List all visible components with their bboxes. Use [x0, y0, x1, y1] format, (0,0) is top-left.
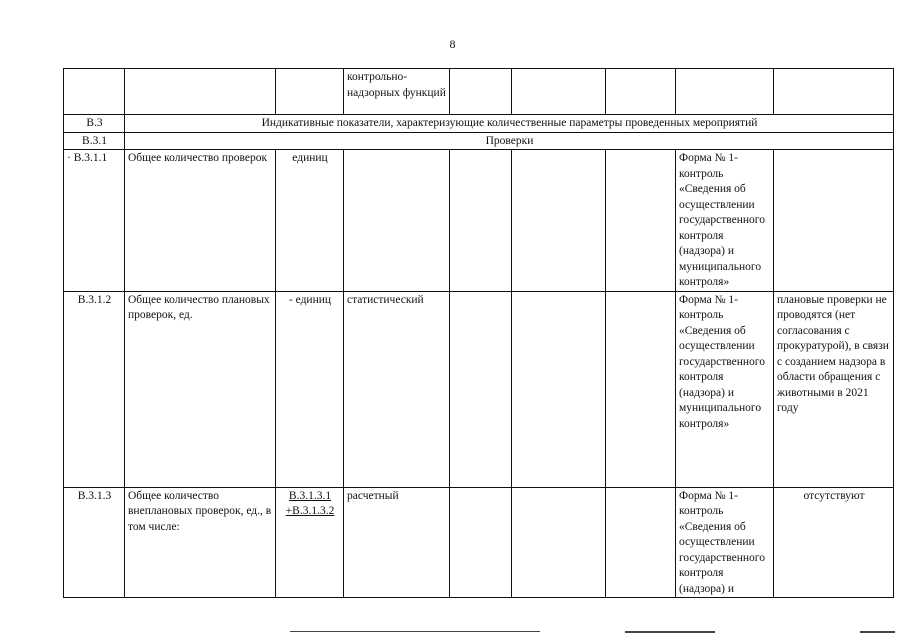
indicator-code: В.3.1.2 — [64, 291, 125, 487]
table-cell — [276, 69, 344, 115]
table-cell — [512, 150, 606, 292]
table-cell — [512, 487, 606, 598]
table-row — [64, 69, 894, 115]
indicator-name: Общее количество плановых проверок, ед. — [125, 291, 276, 487]
table-cell — [64, 69, 125, 115]
indicator-source: Форма № 1-контроль «Сведения об осуществлении государственного контроля (надзора) и муниципального контроля» — [676, 291, 774, 487]
table-cell — [606, 69, 676, 115]
indicator-unit: единиц — [276, 150, 344, 292]
indicator-source: Форма № 1-контроль «Сведения об осуществлении государственного контроля (надзора) и — [676, 487, 774, 598]
table-cell — [450, 150, 512, 292]
indicator-unit: - единиц — [276, 291, 344, 487]
table-cell — [344, 150, 450, 292]
scan-artifact-line — [860, 631, 895, 633]
table-cell — [606, 291, 676, 487]
table-cell — [774, 69, 894, 115]
subsection-row — [64, 132, 894, 150]
indicator-note: плановые проверки не проводятся (нет согласования с прокуратурой), в связи с созданием надзора в области обращения с животными в 2021 году — [774, 291, 894, 487]
indicator-code: · В.3.1.1 — [64, 150, 125, 292]
formula-part: В.3.1.3.1 — [288, 489, 332, 502]
section-title: Индикативные показатели, характеризующие количественные параметры проведенных мероприятий — [125, 115, 894, 133]
page-number: 8 — [449, 37, 456, 51]
indicator-name: Общее количество внеплановых проверок, ед., в том числе: — [125, 487, 276, 598]
table-row — [64, 291, 894, 487]
table-cell — [125, 69, 276, 115]
indicators-table — [63, 68, 894, 598]
table-cell — [606, 150, 676, 292]
section-code: В.3 — [64, 115, 125, 133]
table-cell — [450, 291, 512, 487]
scan-artifact-line — [290, 631, 540, 632]
indicator-formula — [276, 487, 344, 598]
indicator-note: отсутствуют — [774, 487, 894, 598]
table-cell — [512, 291, 606, 487]
table-cell — [606, 487, 676, 598]
table-cell — [450, 69, 512, 115]
table-row — [64, 487, 894, 598]
table-cell — [450, 487, 512, 598]
subsection-title: Проверки — [125, 132, 894, 150]
indicator-source: Форма № 1-контроль «Сведения об осуществлении государственного контроля (надзора) и муниципального контроля» — [676, 150, 774, 292]
table-cell — [774, 150, 894, 292]
subsection-code: В.3.1 — [64, 132, 125, 150]
indicator-name: Общее количество проверок — [125, 150, 276, 292]
formula-part: +В.3.1.3.2 — [285, 505, 335, 517]
indicator-code: В.3.1.3 — [64, 487, 125, 598]
table-row — [64, 150, 894, 292]
table-cell — [512, 69, 606, 115]
table-cell — [676, 69, 774, 115]
indicator-method: статистический — [344, 291, 450, 487]
section-row — [64, 115, 894, 133]
scan-artifact-line — [625, 631, 715, 633]
indicator-method: расчетный — [344, 487, 450, 598]
measure-cell: контрольно-надзорных функций — [344, 69, 450, 115]
